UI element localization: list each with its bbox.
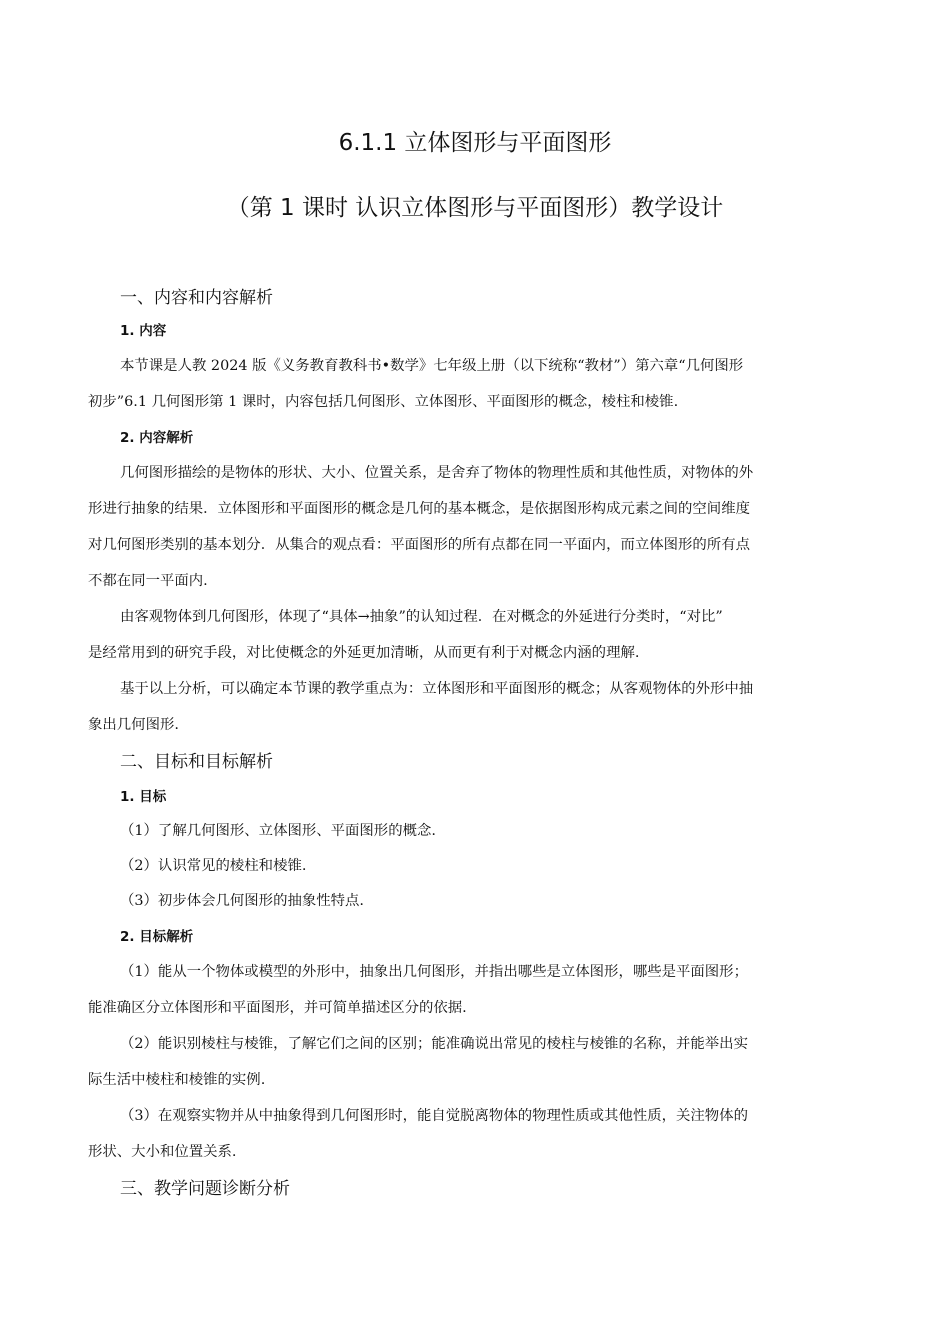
paragraph-line: （2）能识别棱柱与棱锥，了解它们之间的区别；能准确说出常见的棱柱与棱锥的名称，并能举出实 bbox=[120, 1036, 748, 1052]
subsection-heading-content-analysis: 2. 内容解析 bbox=[120, 430, 194, 446]
subsection-heading-goals: 1. 目标 bbox=[120, 789, 167, 805]
document-title: 6.1.1 立体图形与平面图形 bbox=[338, 130, 612, 156]
paragraph-line: 初步”6.1 几何图形第 1 课时，内容包括几何图形、立体图形、平面图形的概念，棱柱和棱锥. bbox=[88, 394, 679, 410]
paragraph-line: 由客观物体到几何图形，体现了“具体→抽象”的认知过程．在对概念的外延进行分类时，“对比” bbox=[120, 609, 723, 625]
paragraph-line: 形状、大小和位置关系. bbox=[88, 1144, 237, 1160]
goal-item: （3）初步体会几何图形的抽象性特点. bbox=[120, 893, 364, 909]
paragraph-line: （1）能从一个物体或模型的外形中，抽象出几何图形，并指出哪些是立体图形，哪些是平面图形； bbox=[120, 964, 748, 980]
paragraph-line: 基于以上分析，可以确定本节课的教学重点为：立体图形和平面图形的概念；从客观物体的外形中抽 bbox=[120, 681, 754, 697]
subsection-heading-content: 1. 内容 bbox=[120, 323, 167, 339]
paragraph-line: 不都在同一平面内. bbox=[88, 573, 208, 589]
paragraph-line: 能准确区分立体图形和平面图形，并可简单描述区分的依据. bbox=[88, 1000, 467, 1016]
section-heading-goals: 二、目标和目标解析 bbox=[120, 752, 273, 772]
goal-item: （2）认识常见的棱柱和棱锥. bbox=[120, 858, 307, 874]
section-heading-content: 一、内容和内容解析 bbox=[120, 288, 273, 308]
paragraph-line: 形进行抽象的结果．立体图形和平面图形的概念是几何的基本概念，是依据图形构成元素之间的空间维度 bbox=[88, 501, 750, 517]
section-heading-diagnosis: 三、教学问题诊断分析 bbox=[120, 1179, 290, 1199]
subsection-heading-goals-analysis: 2. 目标解析 bbox=[120, 929, 194, 945]
paragraph-line: 是经常用到的研究手段，对比使概念的外延更加清晰，从而更有利于对概念内涵的理解. bbox=[88, 645, 640, 661]
paragraph-line: （3）在观察实物并从中抽象得到几何图形时，能自觉脱离物体的物理性质或其他性质，关注物体的 bbox=[120, 1108, 748, 1124]
goal-item: （1）了解几何图形、立体图形、平面图形的概念. bbox=[120, 823, 436, 839]
paragraph-line: 象出几何图形. bbox=[88, 717, 179, 733]
document-subtitle: （第 1 课时 认识立体图形与平面图形）教学设计 bbox=[226, 195, 724, 221]
paragraph-line: 几何图形描绘的是物体的形状、大小、位置关系，是舍弃了物体的物理性质和其他性质，对物体的外 bbox=[120, 465, 754, 481]
paragraph-line: 对几何图形类别的基本划分．从集合的观点看：平面图形的所有点都在同一平面内，而立体图形的所有点 bbox=[88, 537, 750, 553]
paragraph-line: 本节课是人教 2024 版《义务教育教科书•数学》七年级上册（以下统称“教材”）第六章“几何图形 bbox=[120, 358, 744, 374]
paragraph-line: 际生活中棱柱和棱锥的实例. bbox=[88, 1072, 266, 1088]
